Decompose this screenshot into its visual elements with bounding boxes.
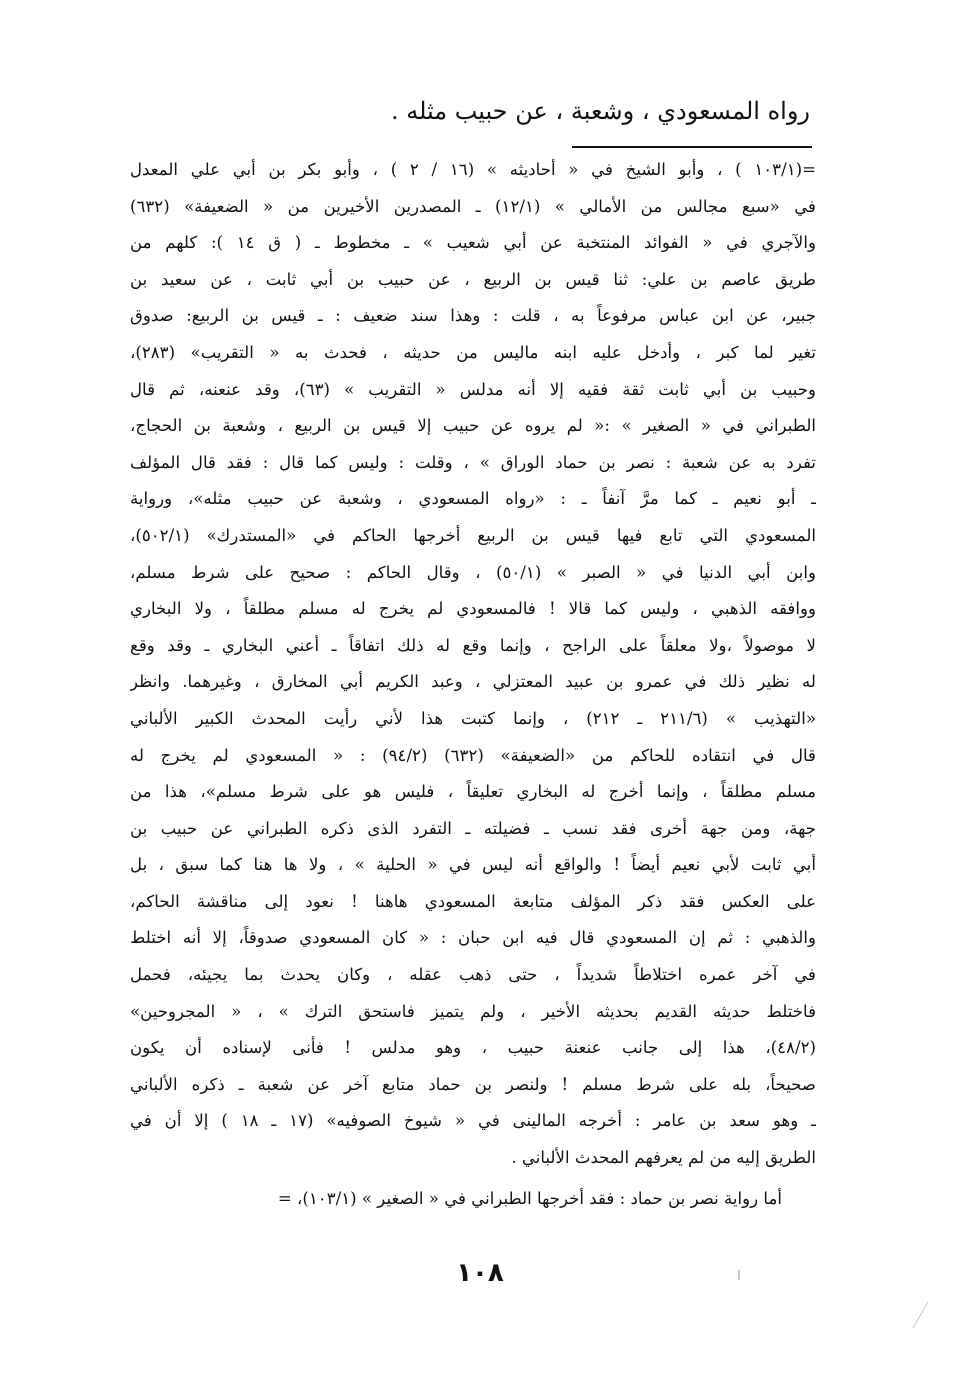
footnote-line: جهة، ومن جهة أخرى فقد نسب ـ فضيلته ـ التفرد الذى ذكره الطبراني عن حبيب بن — [130, 818, 816, 838]
footnote-line: جبير، عن ابن عباس مرفوعاً به ، قلت : وهذا سند ضعيف : ـ قيس بن الربيع: صدوق — [130, 306, 816, 326]
footnote-line: الطريق إليه من لم يعرفهم المحدث الألباني . — [511, 1148, 816, 1168]
footnote-line: في آخر عمره اختلاطاً شديداً ، حتى ذهب عقله ، وكان يحدث بما يجيئه، فحمل — [130, 965, 816, 985]
footnote-line: تغير لما كبر ، وأدخل عليه ابنه ماليس من حديثه ، فحدث به « التقريب» (٢٨٣)، — [130, 342, 816, 362]
scan-speck — [738, 1270, 740, 1280]
footnote-line: «التهذيب » (٢١١/٦ ـ ٢١٢) ، وإنما كتبت هذا لأني رأيت المحدث الكبير الألباني — [130, 708, 816, 728]
footnote-line: طريق عاصم بن علي: ثنا قيس بن الربيع ، عن حبيب بن أبي ثابت ، عن سعيد بن — [130, 269, 816, 289]
footnote-line: لا موصولاً ،ولا معلقاً على الراجح ، وإنما وقع له ذلك اتفاقاً ـ أعني البخاري ـ وقد وقع — [130, 635, 816, 655]
footnote-line: على العكس فقد ذكر المؤلف متابعة المسعودي هاهنا ! نعود إلى مناقشة الحاكم، — [130, 891, 816, 911]
footnote-line: أبي ثابت لأبي نعيم أيضاً ! والواقع أنه ليس في « الحلية » ، ولا ها هنا كما سبق ، بل — [130, 855, 816, 875]
footnote-line: والذهبي : ثم إن المسعودي قال فيه ابن حبان : « كان المسعودي صدوقاً، إلا أنه اختلط — [130, 928, 816, 948]
footnote-line: المسعودي التي تابع فيها قيس بن الربيع أخرجها الحاكم في «المستدرك» (٥٠٢/١)، — [130, 525, 816, 545]
footnote-line: =(١٠٣/١ ) ، وأبو الشيخ في « أحاديثه » (١٦ / ٢ ) ، وأبو بكر بن أبي علي المعدل — [130, 160, 816, 179]
footnote-line: وابن أبي الدنيا في « الصبر » (٥٠/١) ، وقال الحاكم : صحيح على شرط مسلم، — [130, 562, 816, 582]
footnote-line: له نظير ذلك في عمرو بن عبيد المعتزلي ، وعبد الكريم أبي المخارق ، وغيرهما. وانظر — [130, 672, 816, 692]
page-number: ١٠٨ — [456, 1258, 504, 1288]
footnote-block — [130, 152, 816, 1217]
footnote-line: قال في انتقاده للحاكم من «الضعيفة» (٦٣٢) (٩٤/٢) : « المسعودي لم يخرج له — [130, 745, 816, 765]
footnote-line: تفرد به عن شعبة : نصر بن حماد الوراق » ، وقلت : وليس كما قال : فقد قال المؤلف — [130, 452, 816, 472]
scan-speck — [913, 1302, 929, 1328]
footnote-line: والآجري في « الفوائد المنتخبة عن أبي شعيب » ـ مخطوط ـ ( ق ١٤ ): كلهم من — [130, 233, 816, 253]
footnote-line: فاختلط حديثه القديم بحديثه الأخير ، ولم يتميز فاستحق الترك » ، « المجروحين» — [130, 1001, 816, 1021]
footnote-line: في «سبع مجالس من الأمالي » (١٢/١) ـ المصدرين الأخيرين من « الضعيفة» (٦٣٢) — [130, 196, 816, 216]
footnote-line: مسلم مطلقاً ، وإنما أخرج له البخاري تعليقاً ، فليس هو على شرط مسلم»، هذا من — [130, 782, 816, 802]
footnote-line: ـ وهو سعد بن عامر : أخرجه المالينى في « شيوخ الصوفيه» (١٧ ـ ١٨ ) إلا أن في — [130, 1111, 816, 1131]
footnote-line: أما رواية نصر بن حماد : فقد أخرجها الطبراني في « الصغير » (١٠٣/١)، = — [277, 1188, 782, 1208]
footnote-line: صحيحاً، بله على شرط مسلم ! ولنصر بن حماد متابع آخر عن شعبة ـ ذكره الألباني — [130, 1074, 816, 1094]
main-text-line: رواه المسعودي ، وشعبة ، عن حبيب مثله . — [390, 97, 810, 125]
footnote-line: ووافقه الذهبي ، وليس كما قالا ! فالمسعودي لم يخرج له مسلم مطلقاً ، ولا البخاري — [130, 599, 816, 619]
footnote-line: الطبراني في « الصغير » :« لم يروه عن حبيب إلا قيس بن الربيع ، وشعبة بن الحجاج، — [130, 416, 816, 436]
footnote-line: (٤٨/٢)، هذا إلى جانب عنعنة حبيب ، وهو مدلس ! فأنى لإسناده أن يكون — [130, 1038, 816, 1058]
footnote-separator — [572, 146, 812, 148]
footnote-line: ـ أبو نعيم ـ كما مرَّ آنفاً ـ : «رواه المسعودي ، وشعبة عن حبيب مثله»، ورواية — [130, 489, 816, 509]
footnote-line: وحبيب بن أبي ثابت ثقة فقيه إلا أنه مدلس « التقريب » (٦٣)، وقد عنعنه، ثم قال — [130, 379, 816, 399]
